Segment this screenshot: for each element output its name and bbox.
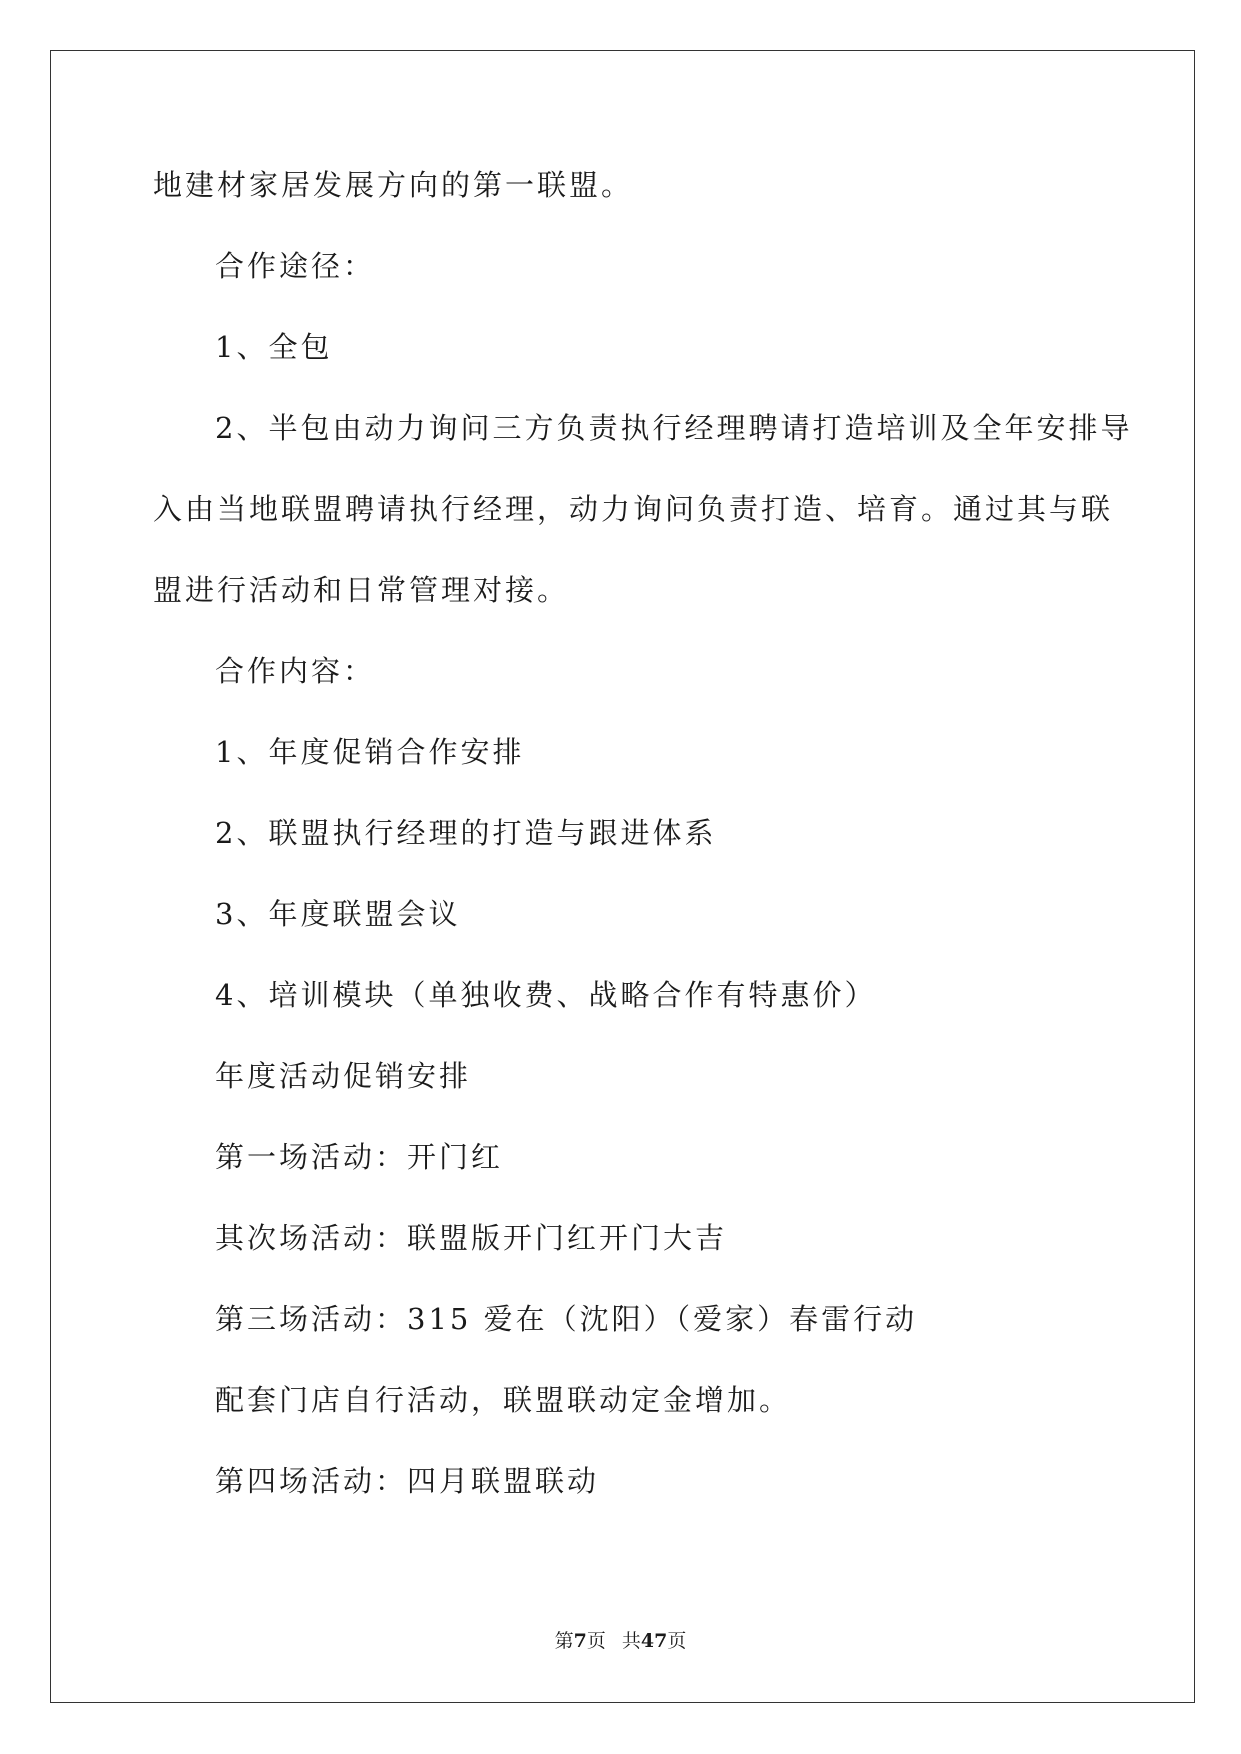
text-line: 地建材家居发展方向的第一联盟。: [153, 168, 634, 202]
list-item: 2、半包由动力询问三方负责执行经理聘请打造培训及全年安排导: [215, 411, 1133, 445]
section-heading-annual-promotion: 年度活动促销安排: [215, 1059, 472, 1093]
total-prefix: 共: [621, 1630, 641, 1652]
current-page-number: 7: [573, 1630, 587, 1652]
total-page-count: 47: [640, 1630, 668, 1652]
activity-item: 其次场活动：联盟版开门红开门大吉: [215, 1221, 728, 1255]
page-prefix: 第: [554, 1630, 574, 1652]
list-item: 1、年度促销合作安排: [215, 735, 525, 769]
text-line: 配套门店自行活动，联盟联动定金增加。: [215, 1383, 792, 1417]
page-suffix: 页: [586, 1630, 606, 1652]
list-item: 2、联盟执行经理的打造与跟进体系: [215, 816, 717, 850]
section-heading-cooperation-approach: 合作途径：: [215, 249, 376, 283]
activity-item: 第四场活动：四月联盟联动: [215, 1464, 600, 1498]
total-suffix: 页: [667, 1630, 687, 1652]
section-heading-cooperation-content: 合作内容：: [215, 654, 376, 688]
list-item: 1、全包: [215, 330, 333, 364]
page-footer: [0, 1630, 1241, 1652]
activity-item: 第一场活动：开门红: [215, 1140, 504, 1174]
text-line: 入由当地联盟聘请执行经理，动力询问负责打造、培育。通过其与联: [153, 492, 1114, 526]
text-line: 盟进行活动和日常管理对接。: [153, 573, 570, 607]
list-item: 3、年度联盟会议: [215, 897, 461, 931]
list-item: 4、培训模块（单独收费、战略合作有特惠价）: [215, 978, 877, 1012]
page-border: [50, 50, 1195, 1703]
activity-item: 第三场活动：315 爱在（沈阳）（爱家）春雷行动: [215, 1302, 918, 1336]
